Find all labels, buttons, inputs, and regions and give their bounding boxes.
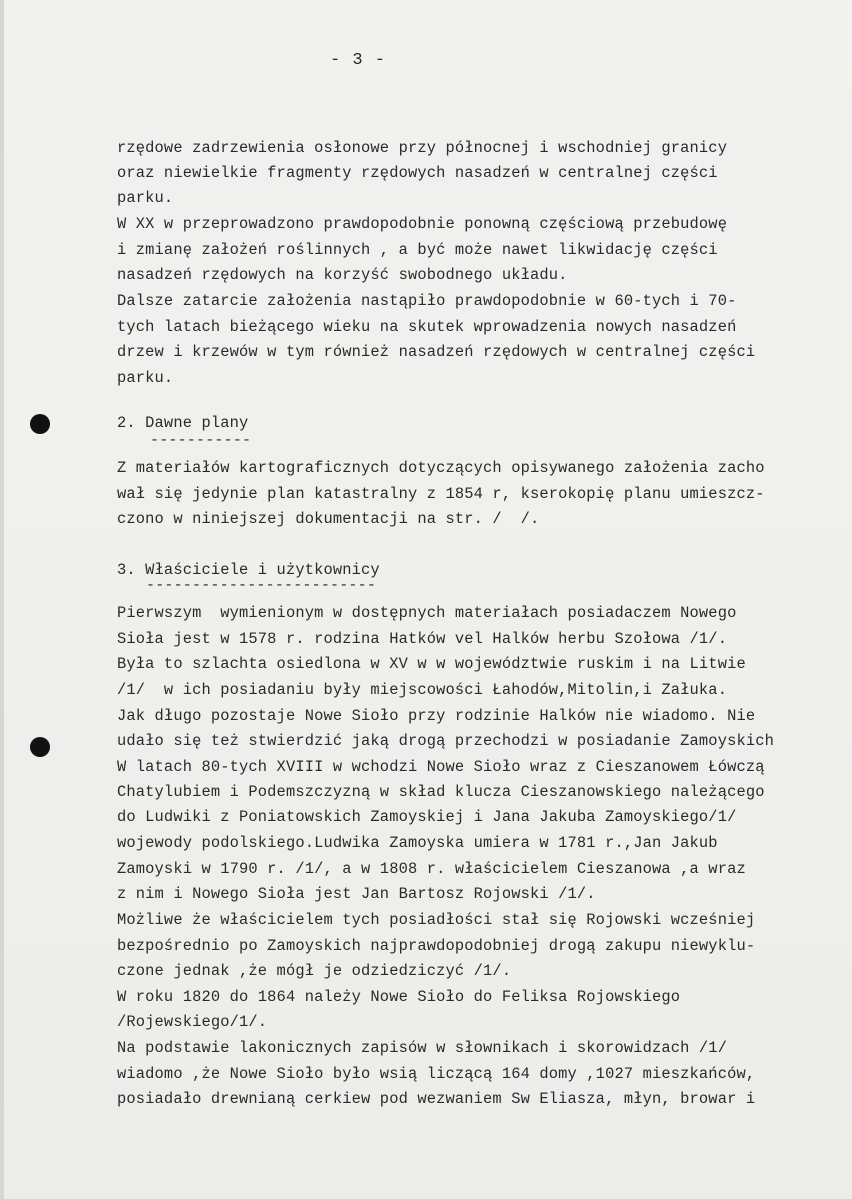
text-line: Sioła jest w 1578 r. rodzina Hatków vel Halków herbu Szołowa /1/. bbox=[117, 630, 728, 648]
text-line: udało się też stwierdzić jaką drogą przechodzi w posiadanie Zamoyskich bbox=[117, 732, 775, 750]
text-line: wiadomo ,że Nowe Sioło było wsią liczącą 164 domy ,1027 mieszkańców, bbox=[117, 1065, 756, 1083]
text-line: W roku 1820 do 1864 należy Nowe Sioło do Feliksa Rojowskiego bbox=[117, 988, 681, 1006]
text-line: Była to szlachta osiedlona w XV w w województwie ruskim i na Litwie bbox=[117, 655, 746, 673]
page-number: - 3 - bbox=[330, 51, 387, 70]
text-line: wał się jedynie plan katastralny z 1854 r, kserokopię planu umieszcz- bbox=[117, 485, 765, 503]
text-line: z nim i Nowego Sioła jest Jan Bartosz Rojowski /1/. bbox=[117, 885, 596, 903]
text-line: Dalsze zatarcie założenia nastąpiło prawdopodobnie w 60-tych i 70- bbox=[117, 292, 737, 310]
text-line: Zamoyski w 1790 r. /1/, a w 1808 r. właścicielem Cieszanowa ,a wraz bbox=[117, 860, 746, 878]
text-line: rzędowe zadrzewienia osłonowe przy północnej i wschodniej granicy bbox=[117, 139, 728, 157]
text-line: czono w niniejszej dokumentacji na str. / /. bbox=[117, 510, 540, 528]
text-line: wojewody podolskiego.Ludwika Zamoyska umiera w 1781 r.,Jan Jakub bbox=[117, 834, 718, 852]
text-line: /1/ w ich posiadaniu były miejscowości Łahodów,Mitolin,i Załuka. bbox=[117, 681, 728, 699]
text-line: Chatylubiem i Podemszczyzną w skład klucza Cieszanowskiego należącego bbox=[117, 783, 765, 801]
text-line: oraz niewielkie fragmenty rzędowych nasadzeń w centralnej części bbox=[117, 164, 718, 182]
text-line: do Ludwiki z Poniatowskich Zamoyskiej i Jana Jakuba Zamoyskiego/1/ bbox=[117, 808, 737, 826]
section-heading: 2. Dawne plany bbox=[117, 414, 249, 432]
text-line: drzew i krzewów w tym również nasadzeń rzędowych w centralnej części bbox=[117, 343, 756, 361]
text-line: i zmianę założeń roślinnych , a być może nawet likwidację części bbox=[117, 241, 718, 259]
text-line: parku. bbox=[117, 189, 174, 207]
text-line: bezpośrednio po Zamoyskich najprawdopodobniej drogą zakupu niewyklu- bbox=[117, 937, 756, 955]
heading-underline: ------------------------- bbox=[146, 577, 377, 594]
text-line: /Rojewskiego/1/. bbox=[117, 1013, 268, 1031]
text-line: parku. bbox=[117, 369, 174, 387]
text-line: Pierwszym wymienionym w dostępnych materiałach posiadaczem Nowego bbox=[117, 604, 737, 622]
page-edge-shadow bbox=[0, 0, 4, 1199]
text-line: nasadzeń rzędowych na korzyść swobodnego układu. bbox=[117, 266, 568, 284]
punch-hole-bottom bbox=[30, 737, 50, 757]
text-line: czone jednak ,że mógł je odziedziczyć /1/. bbox=[117, 962, 512, 980]
text-line: posiadało drewnianą cerkiew pod wezwaniem Sw Eliasza, młyn, browar i bbox=[117, 1090, 756, 1108]
text-line: Jak długo pozostaje Nowe Sioło przy rodzinie Halków nie wiadomo. Nie bbox=[117, 707, 756, 725]
text-line: Możliwe że właścicielem tych posiadłości stał się Rojowski wcześniej bbox=[117, 911, 756, 929]
text-line: Na podstawie lakonicznych zapisów w słownikach i skorowidzach /1/ bbox=[117, 1039, 728, 1057]
text-line: W XX w przeprowadzono prawdopodobnie ponowną częściową przebudowę bbox=[117, 215, 728, 233]
text-line: W latach 80-tych XVIII w wchodzi Nowe Sioło wraz z Cieszanowem Łówczą bbox=[117, 758, 765, 776]
text-line: Z materiałów kartograficznych dotyczących opisywanego założenia zacho bbox=[117, 459, 765, 477]
text-line: tych latach bieżącego wieku na skutek wprowadzenia nowych nasadzeń bbox=[117, 318, 737, 336]
punch-hole-top bbox=[30, 414, 50, 434]
heading-underline: ----------- bbox=[150, 432, 252, 449]
section-heading: 3. Właściciele i użytkownicy bbox=[117, 561, 380, 579]
